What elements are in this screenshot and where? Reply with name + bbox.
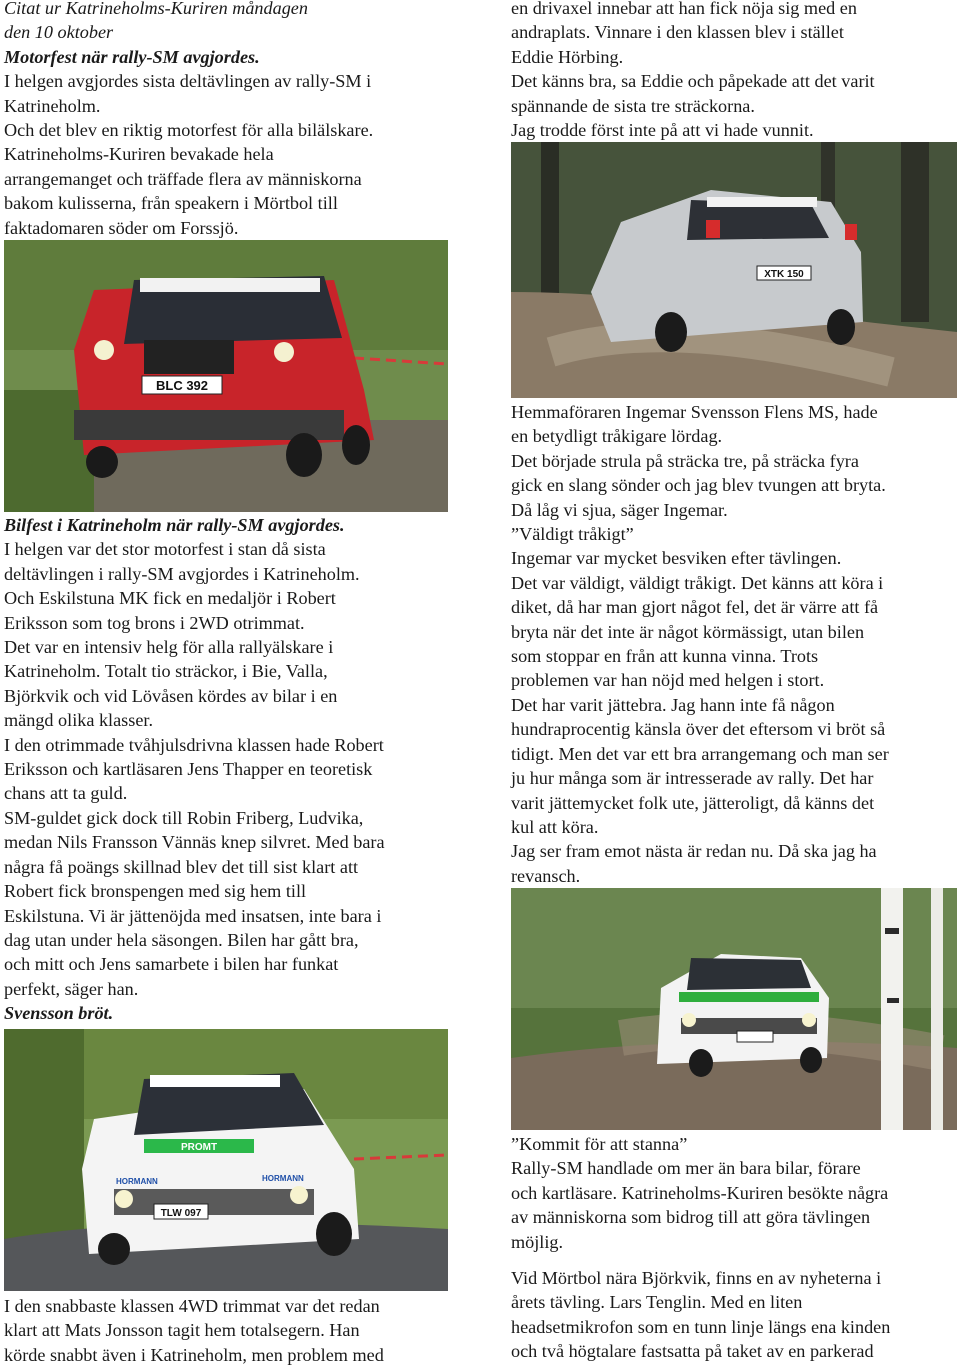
car1-plate-text: BLC 392 xyxy=(155,378,209,393)
text-line: gick en slang sönder och jag blev tvungen att bryta. xyxy=(511,475,886,496)
text-line: Det har varit jättebra. Jag hann inte få någon xyxy=(511,694,835,715)
text-line: bryta när det inte är något körmässigt, utan bilen xyxy=(511,621,865,642)
intro-block xyxy=(4,0,456,240)
text-line: Robert fick bronspengen med sig hem till xyxy=(4,881,307,902)
text-line: I den snabbaste klassen 4WD trimmat var det redan xyxy=(4,1296,380,1316)
car2-sponsor-left: HORMANN xyxy=(116,1177,158,1186)
photo-red-volvo-rally-car xyxy=(4,240,448,512)
article-block xyxy=(4,513,456,1026)
text-line: perfekt, säger han. xyxy=(4,978,139,999)
car3-plate-text: XTK 150 xyxy=(764,269,804,280)
text-line: som stoppar en från att kunna vinna. Trots xyxy=(511,646,819,667)
car2-plate-text: TLW 097 xyxy=(160,1208,202,1219)
car2-sponsor-right: HORMANN xyxy=(262,1174,304,1183)
text-line: ”Kommit för att stanna” xyxy=(511,1134,688,1154)
photo-skoda-octavia-rally-car xyxy=(511,888,957,1130)
text-line: Eskilstuna. Vi är jättenöjda med insatsen, inte bara i xyxy=(4,905,382,926)
text-line: och två högtalare fastsatta på taket av en parkerad xyxy=(511,1341,874,1362)
text-line: SM-guldet gick dock till Robin Friberg, Ludvika, xyxy=(4,807,364,828)
text-line: den 10 oktober xyxy=(4,22,114,43)
photo-white-ford-escort-rally-car xyxy=(4,1029,448,1291)
text-line: Eriksson som tog brons i 2WD otrimmat. xyxy=(4,612,305,633)
text-line: Jag ser fram emot nästa är redan nu. Då ska jag ha xyxy=(511,841,877,862)
car2-banner-text: PROMT xyxy=(180,1142,218,1153)
text-line: Det var en intensiv helg för alla rallyälskare i xyxy=(4,637,334,658)
text-line: Rally-SM handlade om mer än bara bilar, förare xyxy=(511,1158,861,1179)
text-line: Och Eskilstuna MK fick en medaljör i Robert xyxy=(4,588,336,609)
text-line: Ingemar var mycket besviken efter tävlingen. xyxy=(511,548,842,569)
text-line: revansch. xyxy=(511,865,581,886)
text-line: tidigt. Men det var ett bra arrangemang och man ser xyxy=(511,743,889,764)
continuation-block xyxy=(511,0,957,142)
text-line: av människorna som bidrog till att göra tävlingen xyxy=(511,1207,871,1228)
text-line: Eriksson och kartläsaren Jens Thapper en teoretisk xyxy=(4,759,373,780)
text-line: Jag trodde först inte på att vi hade vunnit. xyxy=(511,120,814,141)
text-line: ”Väldigt tråkigt” xyxy=(511,524,634,545)
text-line: faktadomaren söder om Forssjö. xyxy=(4,217,239,238)
text-line: Katrineholm. Totalt tio sträckor, i Bie, Valla, xyxy=(4,661,328,682)
text-line: medan Nils Fransson Vännäs knep silvret. Med bara xyxy=(4,832,385,853)
text-line: Björkvik och vid Lövåsen kördes av bilar i en xyxy=(4,685,338,706)
text-line: Svensson bröt. xyxy=(4,1003,114,1024)
middle-block xyxy=(511,400,957,888)
text-line: arrangemanget och träffade flera av människorna xyxy=(4,168,362,189)
text-line: Eddie Hörbing. xyxy=(511,46,624,67)
text-line: deltävlingen i rally-SM avgjordes i Katrineholm. xyxy=(4,563,360,584)
text-line: och kartläsare. Katrineholms-Kuriren besökte några xyxy=(511,1182,889,1203)
text-line: I den otrimmade tvåhjulsdrivna klassen hade Robert xyxy=(4,734,384,755)
text-line: Vid Mörtbol nära Björkvik, finns en av nyheterna i xyxy=(511,1268,882,1289)
text-line: bakom kulisserna, från speakern i Mörtbol till xyxy=(4,193,338,214)
text-line: Det känns bra, sa Eddie och påpekade att det varit xyxy=(511,71,875,92)
text-line: klart att Mats Jonsson tagit hem totalsegern. Han xyxy=(4,1320,360,1341)
text-line: Motorfest när rally-SM avgjordes. xyxy=(4,46,260,67)
text-line: ju hur många som är intresserade av rally. Det har xyxy=(511,768,874,789)
text-line: varit jättemycket folk ute, jätteroligt, då känns det xyxy=(511,792,875,813)
text-line: Och det blev en riktig motorfest för alla bilälskare. xyxy=(4,120,374,141)
text-line: andraplats. Vinnare i den klassen blev i stället xyxy=(511,22,844,43)
text-line: Bilfest i Katrineholm när rally-SM avgjordes. xyxy=(4,515,345,535)
text-line: körde snabbt även i Katrineholm, men problem med xyxy=(4,1344,384,1365)
text-line: en betydligt tråkigare lördag. xyxy=(511,426,723,447)
text-line: några få poängs skillnad blev det till sist klart att xyxy=(4,856,359,877)
text-line: Katrineholms-Kuriren bevakade hela xyxy=(4,144,274,165)
text-line: problemen var han nöjd med helgen i stort. xyxy=(511,670,825,691)
text-line: Det började strula på sträcka tre, på sträcka fyra xyxy=(511,450,859,471)
text-line: årets tävling. Lars Tenglin. Med en liten xyxy=(511,1292,803,1313)
footer-block xyxy=(4,1294,456,1367)
text-line: Hemmaföraren Ingemar Svensson Flens MS, hade xyxy=(511,402,878,422)
text-line: I helgen avgjordes sista deltävlingen av rally-SM i xyxy=(4,71,372,92)
text-line: hundraprocentig känsla över det eftersom vi bröt så xyxy=(511,719,886,740)
text-line: dag utan under hela säsongen. Bilen har gått bra, xyxy=(4,929,359,950)
text-line: Det var väldigt, väldigt tråkigt. Det känns att köra i xyxy=(511,572,884,593)
text-line: headsetmikrofon som en tunn linje längs ena kinden xyxy=(511,1316,891,1337)
text-line: Då låg vi sjua, säger Ingemar. xyxy=(511,499,728,520)
text-line: Citat ur Katrineholms-Kuriren måndagen xyxy=(4,0,308,18)
text-line: kul att köra. xyxy=(511,816,599,837)
text-line: möjlig. xyxy=(511,1231,564,1252)
bottom-block xyxy=(511,1132,957,1364)
text-line: I helgen var det stor motorfest i stan då sista xyxy=(4,539,326,560)
text-line: diket, då har man gjort något fel, det är värre att få xyxy=(511,597,879,618)
text-line: och mitt och Jens samarbete i bilen har funkat xyxy=(4,954,339,975)
text-line: chans att ta guld. xyxy=(4,783,128,804)
text-line: en drivaxel innebar att han fick nöja sig med en xyxy=(511,0,857,18)
text-line: spännande de sista tre sträckorna. xyxy=(511,95,755,116)
text-line: Katrineholm. xyxy=(4,95,101,116)
photo-silver-ford-focus-rally-car xyxy=(511,142,957,398)
text-line: mängd olika klasser. xyxy=(4,710,154,731)
